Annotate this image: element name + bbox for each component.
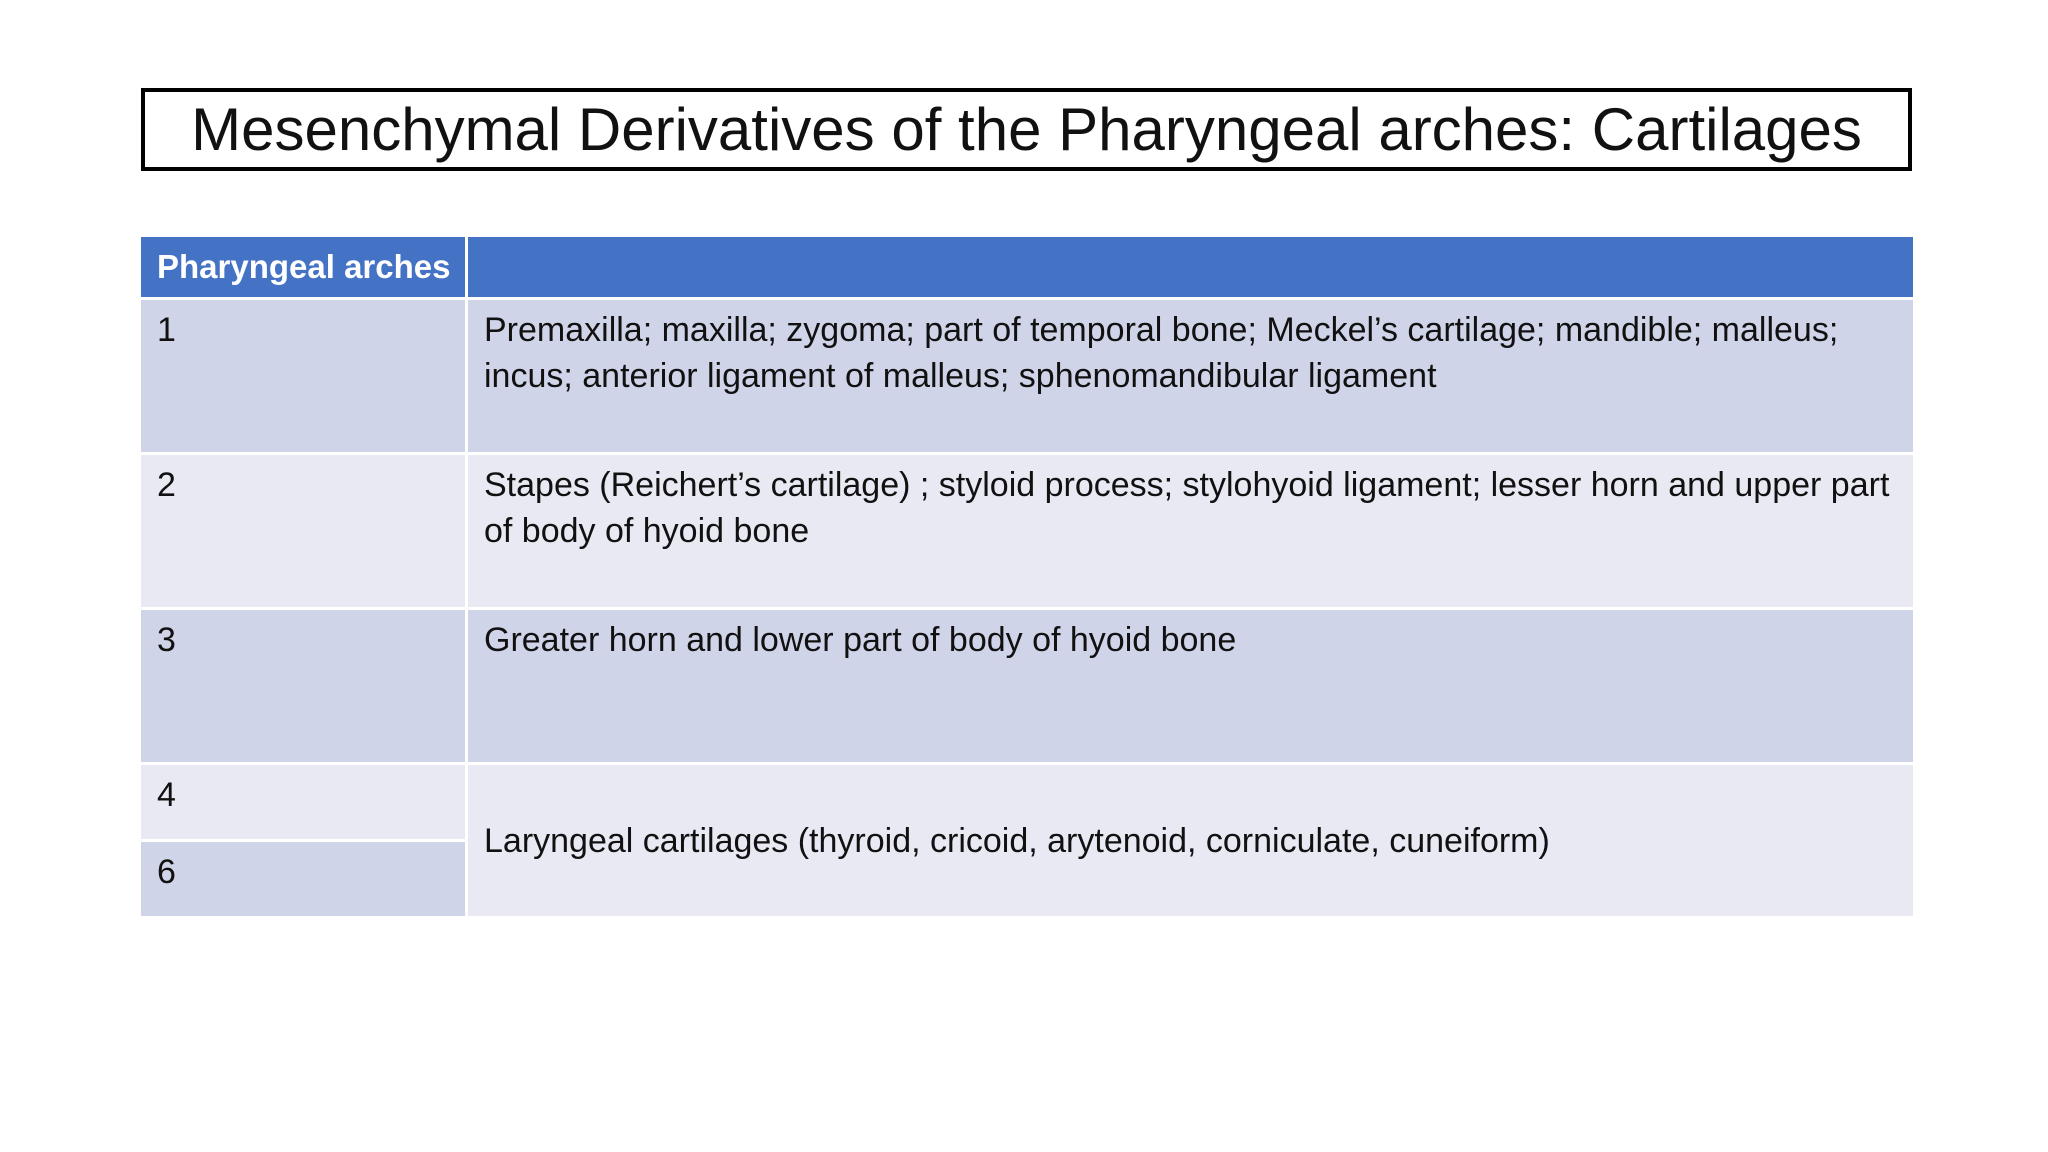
row-6-arch: 6 (141, 842, 465, 916)
slide-title-box (141, 88, 1912, 171)
row-2-derivatives: Stapes (Reichert’s cartilage) ; styloid process; stylohyoid ligament; lesser horn and upper part of body of hyoid bone (468, 455, 1913, 607)
header-derivatives (468, 237, 1913, 297)
row-2-arch: 2 (141, 455, 465, 607)
slide-title: Mesenchymal Derivatives of the Pharyngeal arches: Cartilages (191, 95, 1862, 163)
row-1-arch: 1 (141, 300, 465, 452)
row-4-arch: 4 (141, 765, 465, 839)
row-4-6-derivatives: Laryngeal cartilages (thyroid, cricoid, arytenoid, corniculate, cuneiform) (468, 765, 1913, 916)
arches-table (141, 237, 1913, 916)
row-1-derivatives: Premaxilla; maxilla; zygoma; part of temporal bone; Meckel’s cartilage; mandible; malleus; incus; anterior ligament of malleus; sphenomandibular ligament (468, 300, 1913, 452)
row-3-arch: 3 (141, 610, 465, 762)
header-arches: Pharyngeal arches (141, 237, 465, 297)
row-3-derivatives: Greater horn and lower part of body of hyoid bone (468, 610, 1913, 762)
